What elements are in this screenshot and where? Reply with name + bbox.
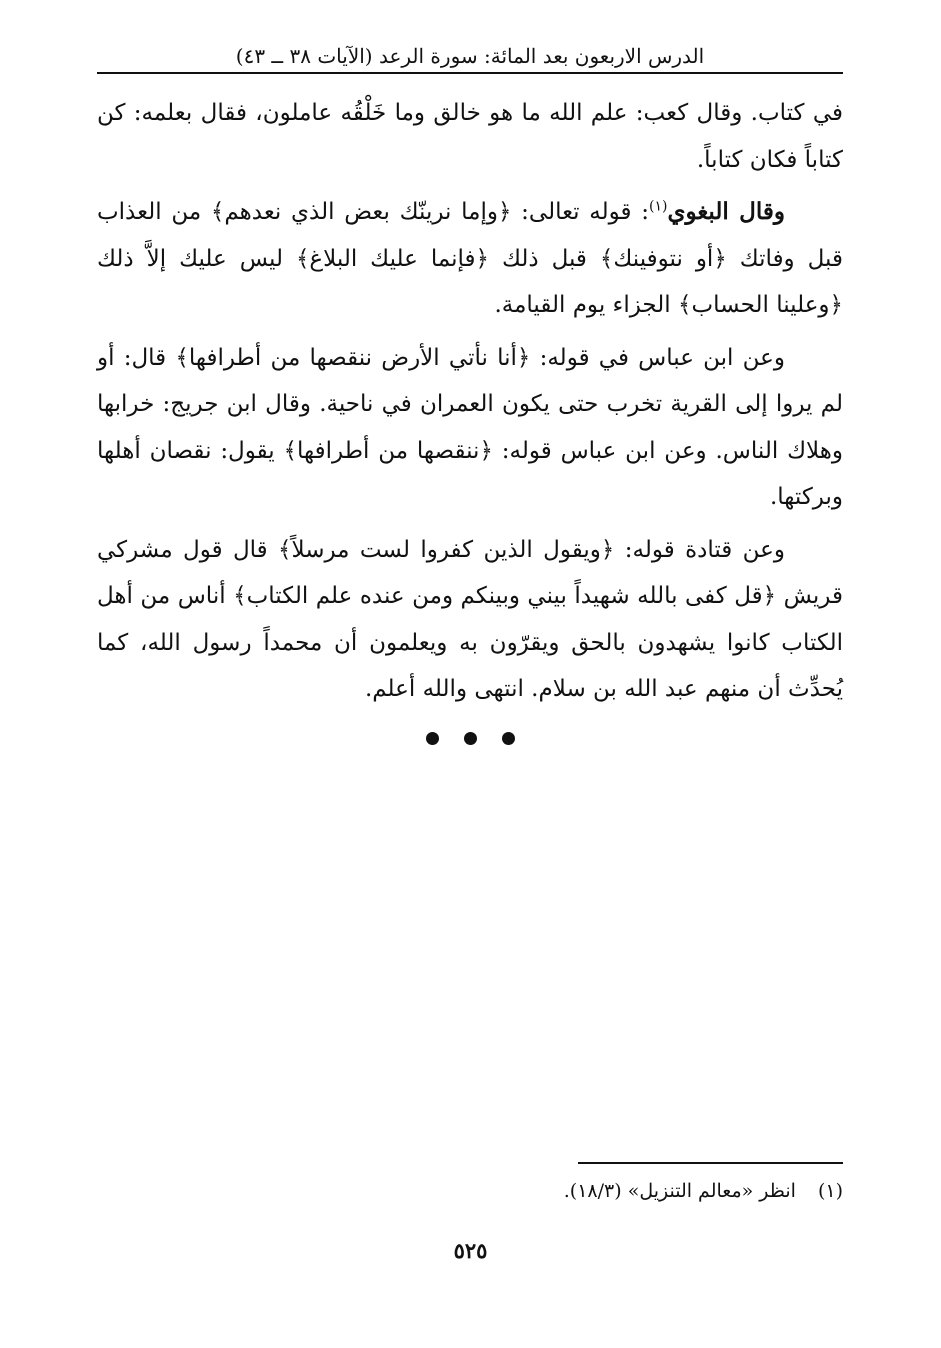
footnote: [97, 1178, 843, 1204]
footnote-text: انظر «معالم التنزيل» (١٨/٣).: [563, 1180, 796, 1202]
paragraph-4: [97, 527, 843, 713]
header-rule: [97, 72, 843, 74]
paragraph-3-text: وعن ابن عباس في قوله: ﴿أنا نأتي الأرض ننقصها من أطرافها﴾ قال: أو لم يروا إلى القرية تخرب حتى يكون العمران في ناحية. وقال ابن جريج: خرابها وهلاك الناس. وعن ابن عباس قوله: ﴿ننقصها من أطرافها﴾ يقول: نقصان أهلها وبركتها.: [97, 344, 843, 510]
paragraph-2-lead: وقال البغوي: [667, 198, 785, 225]
footnote-rule: [578, 1162, 843, 1164]
separator-dot: [464, 732, 477, 745]
paragraph-2-text: : قوله تعالى: ﴿وإما نرينّك بعض الذي نعدهم﴾ من العذاب قبل وفاتك ﴿أو نتوفينك﴾ قبل ذلك ﴿فإنما عليك البلاغ﴾ ليس عليك إلاَّ ذلك ﴿وعلينا الحساب﴾ الجزاء يوم القيامة.: [97, 199, 843, 318]
paragraph-1: [97, 90, 843, 183]
footnote-number: (١): [817, 1180, 843, 1202]
separator-dot: [502, 732, 515, 745]
paragraph-3: [97, 335, 843, 521]
paragraph-2: [97, 189, 843, 329]
paragraph-1-text: في كتاب. وقال كعب: علم الله ما هو خالق وما خَلْقُه عاملون، فقال بعلمه: كن كتاباً فكان كتاباً.: [97, 100, 843, 173]
separator-dot: [426, 732, 439, 745]
paragraph-4-text: وعن قتادة قوله: ﴿ويقول الذين كفروا لست مرسلاً﴾ قال قول مشركي قريش ﴿قل كفى بالله شهيداً بيني وبينكم ومن عنده علم الكتاب﴾ أناس من أهل الكتاب كانوا يشهدون بالحق ويقرّون به ويعلمون أن محمداً رسول الله، كما يُحدِّث أن منهم عبد الله بن سلام. انتهى والله أعلم.: [97, 536, 843, 702]
running-header: الدرس الاربعون بعد المائة: سورة الرعد (الآيات ٣٨ ــ ٤٣): [235, 44, 705, 68]
body-text: [97, 90, 843, 719]
page-number: ٥٢٥: [453, 1238, 488, 1263]
footnote-reference: (١): [648, 198, 668, 215]
section-separator: [0, 730, 941, 749]
